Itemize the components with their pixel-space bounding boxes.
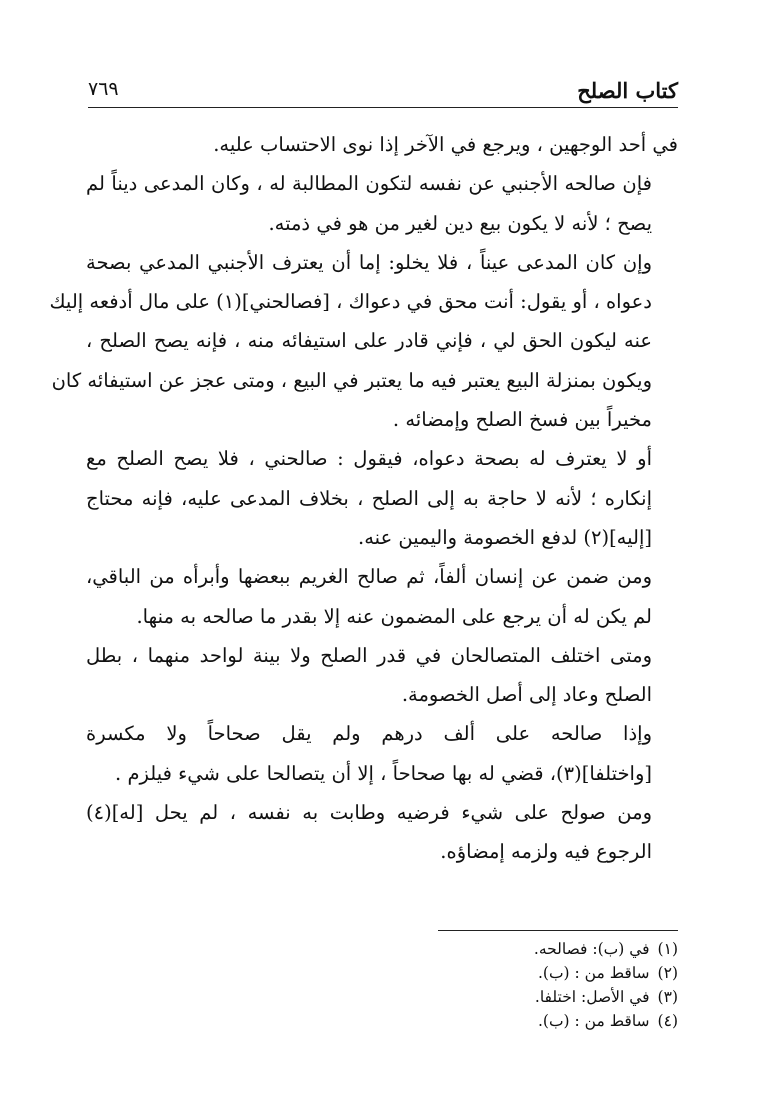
text-line: يصح ؛ لأنه لا يكون بيع دين لغير من هو في ذمته. xyxy=(268,211,652,235)
text-line: دعواه ، أو يقول: أنت محق في دعواك ، [فصالحني](١) على مال أدفعه إليك xyxy=(49,290,652,314)
footnote-text: ساقط من : (ب). xyxy=(537,964,650,982)
text-line: ومن ضمن عن إنسان ألفاً، ثم صالح الغريم ببعضها وأبرأه من الباقي، xyxy=(86,565,652,589)
text-line: وإذا صالحه على ألف درهم ولم يقل صحاحاً ولا مكسرة xyxy=(86,722,652,746)
text-line: [إليه](٢) لدفع الخصومة واليمين عنه. xyxy=(358,525,652,549)
text-line: ومتى اختلف المتصالحان في قدر الصلح ولا بينة لواحد منهما ، بطل xyxy=(86,643,652,667)
text-line: أو لا يعترف له بصحة دعواه، فيقول : صالحني ، فلا يصح الصلح مع xyxy=(86,447,652,471)
text-line: فإن صالحه الأجنبي عن نفسه لتكون المطالبة له ، وكان المدعى ديناً لم xyxy=(86,172,652,196)
text-line: مخيراً بين فسخ الصلح وإمضائه . xyxy=(392,408,652,432)
paragraph xyxy=(49,243,678,439)
footnote xyxy=(300,937,678,961)
text-line: الصلح وعاد إلى أصل الخصومة. xyxy=(401,683,652,707)
footnote-text: ساقط من : (ب). xyxy=(537,1012,650,1030)
footnote-number: (٤) xyxy=(657,1012,678,1030)
paragraph xyxy=(86,636,678,715)
footnote-text: في (ب): فصالحه. xyxy=(533,940,650,958)
text-line: وإن كان المدعى عيناً ، فلا يخلو: إما أن يعترف الأجنبي المدعي بصحة xyxy=(86,250,652,274)
page-header xyxy=(88,74,678,106)
text-line: ومن صولح على شيء فرضيه وطابت به نفسه ، لم يحل [له](٤) xyxy=(86,801,652,825)
running-title: كتاب الصلح xyxy=(577,78,678,103)
text-line: عنه ليكون الحق لي ، فإني قادر على استيفائه منه ، فإنه يصح الصلح ، xyxy=(86,329,652,353)
page-number: ٧٦٩ xyxy=(88,78,119,100)
paragraph xyxy=(86,714,678,793)
paragraph xyxy=(86,793,678,872)
footnote-divider xyxy=(438,930,678,931)
footnote xyxy=(300,985,678,1009)
main-text xyxy=(49,125,678,872)
text-line: لم يكن له أن يرجع على المضمون عنه إلا بقدر ما صالحه به منها. xyxy=(136,604,652,628)
paragraph xyxy=(86,164,678,243)
paragraph xyxy=(86,439,678,557)
footnote-text: في الأصل: اختلفا. xyxy=(534,988,650,1006)
footnotes xyxy=(300,937,678,1033)
footnote-number: (٣) xyxy=(657,988,678,1006)
paragraph xyxy=(86,125,678,164)
footnote-number: (٢) xyxy=(657,964,678,982)
paragraph xyxy=(86,557,678,636)
header-divider xyxy=(88,107,678,108)
footnote xyxy=(300,1009,678,1033)
text-line: في أحد الوجهين ، ويرجع في الآخر إذا نوى الاحتساب عليه. xyxy=(213,133,678,156)
text-line: ويكون بمنزلة البيع يعتبر فيه ما يعتبر في البيع ، ومتى عجز عن استيفائه كان xyxy=(51,368,652,392)
text-line: [واختلفا](٣)، قضي له بها صحاحاً ، إلا أن يتصالحا على شيء فيلزم . xyxy=(115,761,652,785)
footnote xyxy=(300,961,678,985)
text-line: إنكاره ؛ لأنه لا حاجة به إلى الصلح ، بخلاف المدعى عليه، فإنه محتاج xyxy=(86,486,652,510)
text-line: الرجوع فيه ولزمه إمضاؤه. xyxy=(440,840,652,864)
footnote-number: (١) xyxy=(657,940,678,958)
